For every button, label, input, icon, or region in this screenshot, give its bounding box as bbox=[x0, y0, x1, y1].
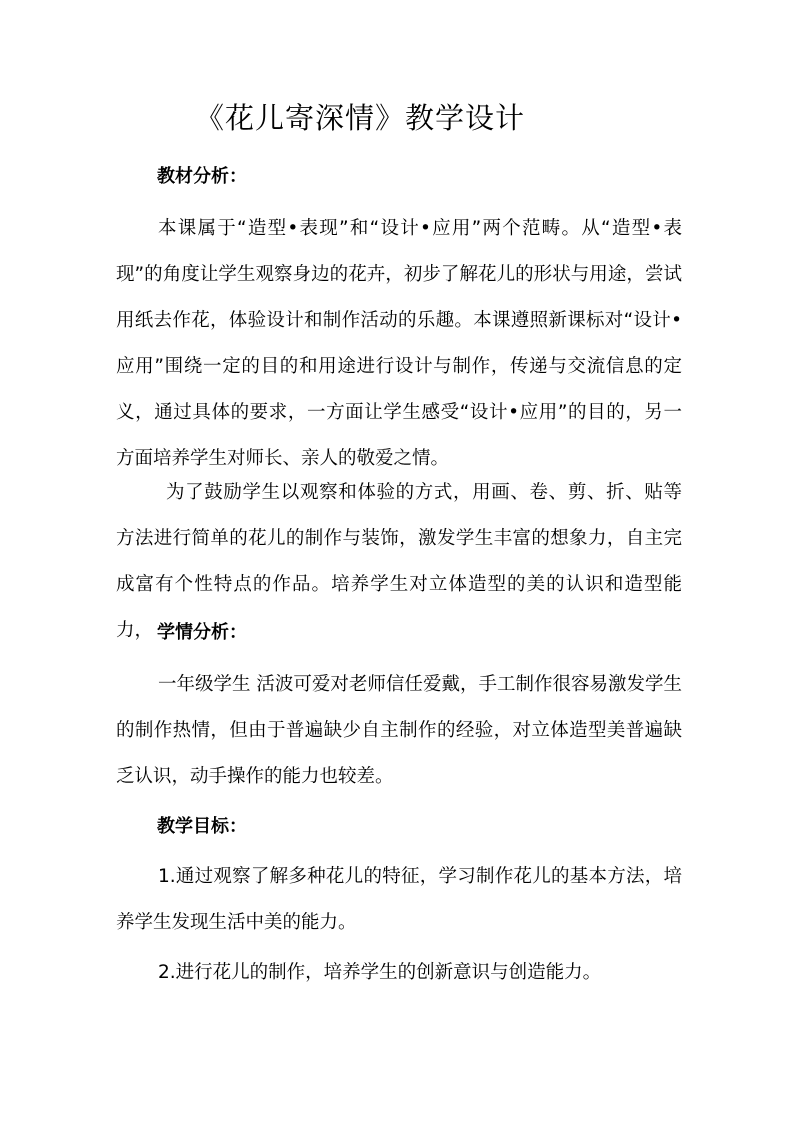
section-heading-learner-analysis: 学情分析： bbox=[157, 622, 247, 643]
paragraph-objective-1: 1.通过观察了解多种花儿的特征，学习制作花儿的基本方法，培养学生发现生活中美的能力。 bbox=[116, 866, 682, 933]
paragraph-textbook-analysis-1: 本课属于“造型•表现”和“设计•应用”两个范畴。从“造型•表现”的角度让学生观察身边的花卉，初步了解花儿的形状与用途，尝试用纸去作花，体验设计和制作活动的乐趣。本课遵照新课标对“设计•应用”围绕一定的目的和用途进行设计与制作，传递与交流信息的定义，通过具体的要求，一方面让学生感受“设计•应用”的目的，另一方面培养学生对师长、亲人的敬爱之情。 bbox=[116, 218, 682, 469]
section-heading-teaching-objectives: 教学目标： bbox=[157, 816, 247, 837]
paragraph-objective-2: 2.进行花儿的制作，培养学生的创新意识与创造能力。 bbox=[158, 962, 602, 983]
paragraph-textbook-analysis-2: 为了鼓励学生以观察和体验的方式，用画、卷、剪、折、贴等方法进行简单的花儿的制作与装饰，激发学生丰富的想象力，自主完成富有个性特点的作品。培养学生对立体造型的美的认识和造型能力， bbox=[116, 482, 682, 641]
paragraph-learner-analysis: 一年级学生 活波可爱对老师信任爱戴，手工制作很容易激发学生的制作热情，但由于普遍缺少自主制作的经验，对立体造型美普遍缺乏认识，动手操作的能力也较差。 bbox=[116, 674, 682, 787]
document-title: 《花儿寄深情》教学设计 bbox=[194, 101, 525, 135]
section-heading-textbook-analysis: 教材分析： bbox=[157, 166, 247, 187]
